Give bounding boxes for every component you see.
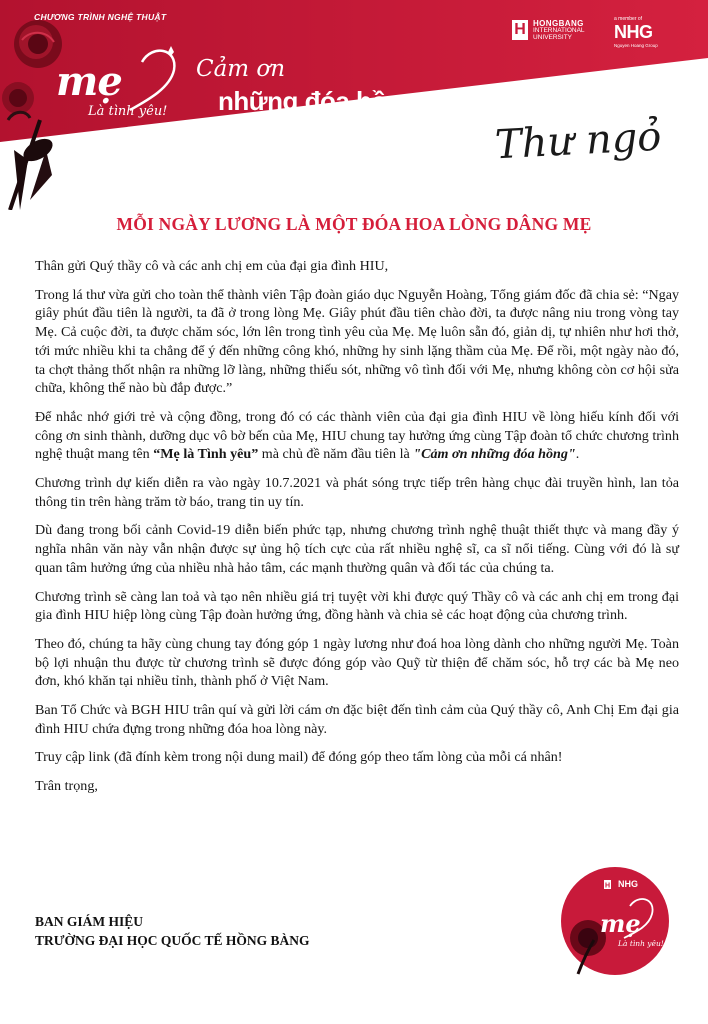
me-logo: mẹ (56, 58, 122, 105)
campaign-title-line2: những đóa hồng (218, 86, 418, 116)
badge-logo-main: mẹ (600, 909, 641, 938)
nhg-logo (614, 16, 658, 48)
paragraph-6: Theo đó, chúng ta hãy cùng chung tay đóng góp 1 ngày lương như đoá hoa lòng dành cho những người Mẹ. Toàn bộ lợi nhuận thu được từ chương trình sẽ được đóng góp vào Quỹ từ thiện để chăm sóc, hỗ trợ các bà Mẹ neo đơn, khó khăn tại nhiều tỉnh, thành phố ở Việt Nam. (35, 635, 679, 690)
letter-headline: MỖI NGÀY LƯƠNG LÀ MỘT ĐÓA HOA LÒNG DÂNG MẸ (116, 214, 592, 234)
paragraph-2 (35, 408, 679, 464)
campaign-title-line1: Cảm ơn (196, 56, 286, 82)
letter-body (35, 257, 679, 806)
hb-line2: INTERNATIONAL (533, 27, 585, 35)
theme-name: "Cảm ơn những đóa hồng" (413, 446, 576, 463)
hongbang-h-icon: H (512, 20, 528, 40)
badge-logo-sub: Là tình yêu! (618, 939, 664, 948)
paragraph-7: Ban Tổ Chức và BGH HIU trân quí và gửi lời cám ơn đặc biệt đến tình cảm của Quý thầy cô, Anh Chị Em đại gia đình HIU chứa đựng trong những đóa hoa lòng này. (35, 702, 679, 737)
badge-nhg: NHG (618, 879, 638, 889)
hongbang-university-logo (512, 20, 585, 42)
me-logo-subtitle: Là tình yêu! (88, 104, 168, 119)
paragraph-1: Trong lá thư vừa gửi cho toàn thể thành viên Tập đoàn giáo dục Nguyễn Hoàng, Tổng giám đốc đã chia sẻ: “Ngay giây phút đầu tiên là người, ta đã ở trong lòng Mẹ. Giây phút đầu tiên chào đời, ta được nâng niu trong vòng tay Mẹ. Cả cuộc đời, ta được chăm sóc, lớn lên trong tình yêu của Mẹ. Mẹ luôn sẵn đó, giản dị, tự nhiên như hơi thở, tới mức nhiều khi ta chẳng để ý đến những công khó, những hy sinh lặng thầm của Mẹ. Để rồi, một ngày nào đó, ta chợt thảng thốt nhận ra những lỡ làng, những thiếu sót, những vô tình đối với Mẹ, nhưng không còn cơ hội sửa chữa, không thể nào bù đắp được.” (35, 286, 679, 397)
nhg-full-name: Nguyen Hoang Group (614, 43, 658, 48)
closing: Trân trọng, (35, 778, 98, 795)
paragraph-3: Chương trình dự kiến diễn ra vào ngày 10.7.2021 và phát sóng trực tiếp trên hàng chục đài truyền hình, lan tỏa thông tin trên hàng trăm tờ báo, trang tin uy tín. (35, 475, 679, 510)
paragraph-5: Chương trình sẽ càng lan toả và tạo nên nhiều giá trị tuyệt vời khi được quý Thầy cô và các anh chị em trong đại gia đình HIU hiệp lòng cùng Tập đoàn hưởng ứng, đồng hành và chia sẻ các hoạt động của chương trình. (35, 588, 679, 624)
signature (35, 912, 310, 950)
nhg-member-label: a member of (614, 16, 643, 22)
signature-line1: BAN GIÁM HIỆU (35, 914, 144, 929)
signature-line2: TRƯỜNG ĐẠI HỌC QUỐC TẾ HỒNG BÀNG (35, 933, 310, 948)
hb-line3: UNIVERSITY (533, 34, 573, 42)
campaign-badge (560, 866, 670, 976)
program-name: “Mẹ là Tình yêu” (153, 446, 259, 463)
paragraph-2-end: . (575, 446, 580, 463)
hb-line1: HONGBANG (533, 19, 584, 28)
badge-hb-mark: H (604, 882, 611, 890)
program-label: CHƯƠNG TRÌNH NGHỆ THUẬT (34, 12, 167, 22)
nhg-name: NHG (614, 22, 653, 42)
header-banner (0, 0, 708, 210)
paragraph-2-text: Để nhắc nhớ giới trẻ và cộng đồng, trong đó có các thành viên của đại gia đình HIU về lòng hiếu kính đối với công ơn sinh thành, dưỡng dục vô bờ bến của Mẹ, HIU chung tay hưởng ứng cùng Tập đoàn tổ chức chương trình nghệ thuật mang tên (35, 408, 679, 463)
paragraph-8: Truy cập link (đã đính kèm trong nội dung mail) để đóng góp theo tấm lòng của mỗi cá nhân! (35, 749, 563, 766)
greeting: Thân gửi Quý thầy cô và các anh chị em của đại gia đình HIU, (35, 258, 389, 274)
letter-title: Thư ngỏ (493, 113, 663, 169)
paragraph-2-mid: mà chủ đề năm đầu tiên là (258, 446, 414, 463)
paragraph-4: Dù đang trong bối cảnh Covid-19 diễn biến phức tạp, nhưng chương trình nghệ thuật thiết thực và mang đầy ý nghĩa nhân văn này vẫn nhận được sự ủng hộ tích cực của rất nhiều nghệ sĩ, ca sĩ nổi tiếng. Cùng với đó là sự quan tâm hưởng ứng của nhiều nhà hảo tâm, các mạnh thường quân và đối tác của chúng ta. (35, 522, 679, 576)
